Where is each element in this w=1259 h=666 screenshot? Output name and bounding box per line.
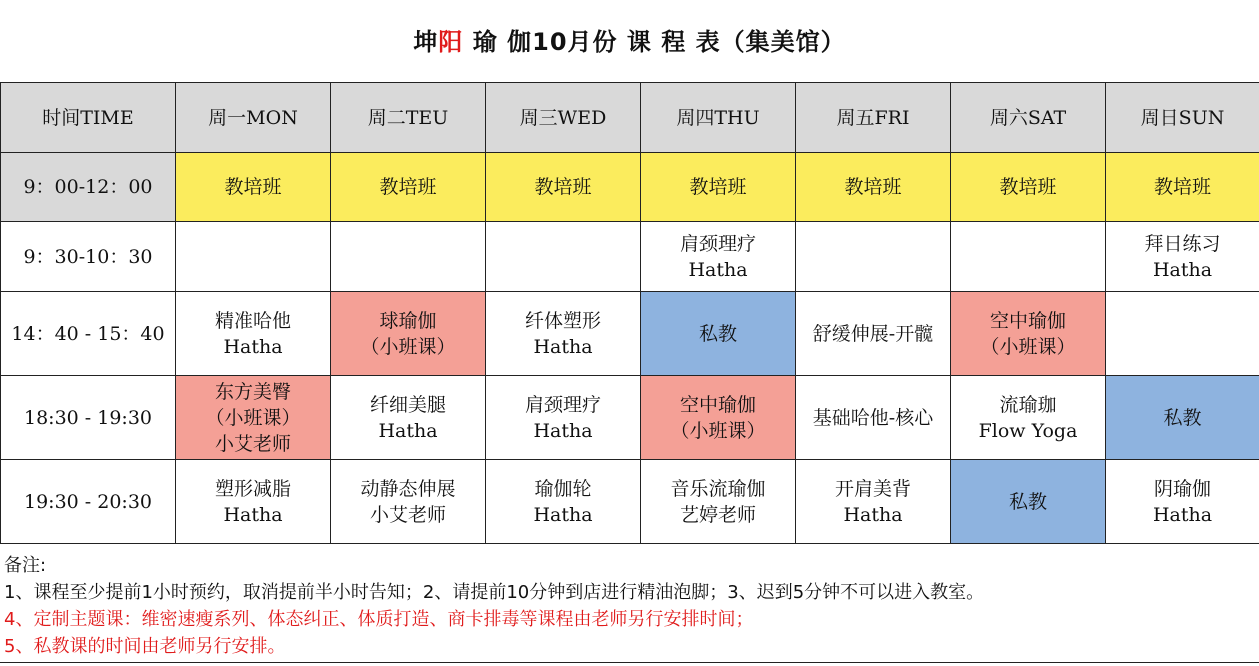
class-text: 教培班 (999, 176, 1057, 198)
class-text: 拜日练习 (1144, 232, 1221, 255)
header-tue: 周二TEU (331, 83, 486, 153)
class-text: Hatha (378, 419, 438, 442)
class-cell (331, 376, 486, 460)
class-text: Flow Yoga (978, 419, 1078, 442)
class-text: 教培班 (379, 176, 437, 198)
class-cell (951, 222, 1106, 292)
class-cell (796, 153, 951, 222)
class-cell (796, 376, 951, 460)
class-text: 纤细美腿 (369, 393, 446, 416)
class-text: （小班课） (980, 335, 1076, 358)
title-part-3: 瑜 伽10月份 课 程 表（集美馆） (463, 28, 846, 56)
class-text: Hatha (1152, 258, 1213, 281)
class-text: 舒缓伸展-开髋 (812, 322, 934, 345)
class-cell (486, 376, 641, 460)
class-cell (486, 153, 641, 222)
class-cell (796, 460, 951, 544)
title-part-1: 坤 (413, 28, 439, 56)
class-text: 音乐流瑜伽 (670, 477, 766, 500)
class-cell (641, 292, 796, 376)
class-text: （小班课） (205, 406, 301, 429)
header-sun: 周日SUN (1106, 83, 1259, 153)
class-text: 小艾老师 (214, 432, 291, 455)
schedule-row (1, 460, 1259, 544)
header-mon: 周一MON (176, 83, 331, 153)
page-title (0, 22, 1259, 57)
title-part-2-red: 阳 (438, 28, 464, 56)
class-cell (1106, 153, 1259, 222)
class-cell (486, 222, 641, 292)
schedule-row (1, 292, 1259, 376)
class-cell (796, 292, 951, 376)
class-cell (486, 460, 641, 544)
class-cell (1106, 460, 1259, 544)
class-cell (951, 153, 1106, 222)
class-text: 动静态伸展 (360, 477, 456, 500)
class-text: 私教 (1008, 490, 1047, 513)
class-text: 瑜伽轮 (534, 477, 592, 500)
notes-heading: 备注: (4, 555, 47, 576)
class-text: 流瑜珈 (999, 393, 1057, 416)
header-fri: 周五FRI (796, 83, 951, 153)
header-sat: 周六SAT (951, 83, 1106, 153)
class-text: 教培班 (844, 176, 902, 198)
class-text: Hatha (843, 503, 903, 526)
class-text: 艺婷老师 (679, 503, 756, 526)
class-text: 精准哈他 (214, 309, 291, 332)
schedule-row (1, 222, 1259, 292)
time-slot-cell: 18:30 - 19:30 (1, 376, 176, 460)
time-slot-cell: 9：00-12：00 (1, 153, 176, 222)
class-text: Hatha (533, 503, 593, 526)
class-cell (641, 376, 796, 460)
class-text: Hatha (223, 335, 283, 358)
schedule-table (0, 82, 1259, 544)
class-text: 小艾老师 (369, 503, 446, 526)
header-time: 时间TIME (1, 83, 176, 153)
class-text: 私教 (698, 322, 737, 345)
class-cell (331, 292, 486, 376)
class-text: 阴瑜伽 (1153, 477, 1211, 500)
time-slot-cell: 19:30 - 20:30 (1, 460, 176, 544)
notes-line-3: 5、私教课的时间由老师另行安排。 (4, 636, 286, 657)
notes-line-1: 1、课程至少提前1小时预约，取消提前半小时告知；2、请提前10分钟到店进行精油泡脚；3、迟到5分钟不可以进入教室。 (4, 582, 985, 603)
class-cell (641, 222, 796, 292)
class-text: 私教 (1163, 406, 1202, 429)
class-text: 教培班 (224, 176, 282, 198)
class-cell (641, 153, 796, 222)
class-text: 教培班 (689, 176, 747, 198)
class-text: 开肩美背 (834, 477, 911, 500)
class-text: Hatha (533, 335, 593, 358)
class-text: Hatha (1152, 503, 1213, 526)
header-wed: 周三WED (486, 83, 641, 153)
class-text: 东方美臀 (214, 380, 291, 403)
class-text: 纤体塑形 (524, 309, 601, 332)
class-cell (486, 292, 641, 376)
class-cell (176, 376, 331, 460)
header-row (1, 83, 1259, 153)
class-cell (1106, 222, 1259, 292)
notes-line-2: 4、定制主题课：维密速瘦系列、体态纠正、体质打造、商卡排毒等课程由老师另行安排时间； (4, 609, 754, 630)
class-text: 塑形减脂 (214, 477, 291, 500)
class-cell (951, 376, 1106, 460)
class-cell (1106, 292, 1259, 376)
notes-section (4, 552, 1254, 660)
schedule-row (1, 376, 1259, 460)
class-cell (331, 460, 486, 544)
class-text: （小班课） (360, 335, 456, 358)
class-cell (951, 292, 1106, 376)
class-cell (176, 460, 331, 544)
class-text: 球瑜伽 (379, 309, 437, 332)
header-thu: 周四THU (641, 83, 796, 153)
class-cell (176, 153, 331, 222)
bottom-divider (0, 662, 1259, 663)
class-text: Hatha (533, 419, 593, 442)
class-text: Hatha (223, 503, 283, 526)
time-slot-cell: 14：40 - 15：40 (1, 292, 176, 376)
class-text: 空中瑜伽 (989, 309, 1066, 332)
class-cell (331, 153, 486, 222)
class-text: 教培班 (1153, 176, 1211, 198)
schedule-row (1, 153, 1259, 222)
class-text: 基础哈他-核心 (812, 406, 934, 429)
class-text: 空中瑜伽 (679, 393, 756, 416)
class-cell (796, 222, 951, 292)
time-slot-cell: 9：30-10：30 (1, 222, 176, 292)
class-text: （小班课） (670, 419, 766, 442)
class-cell (176, 292, 331, 376)
class-cell (951, 460, 1106, 544)
class-text: 肩颈理疗 (679, 232, 756, 255)
class-cell (1106, 376, 1259, 460)
class-cell (331, 222, 486, 292)
class-cell (641, 460, 796, 544)
class-cell (176, 222, 331, 292)
class-text: Hatha (688, 258, 748, 281)
class-text: 教培班 (534, 176, 592, 198)
class-text: 肩颈理疗 (524, 393, 601, 416)
